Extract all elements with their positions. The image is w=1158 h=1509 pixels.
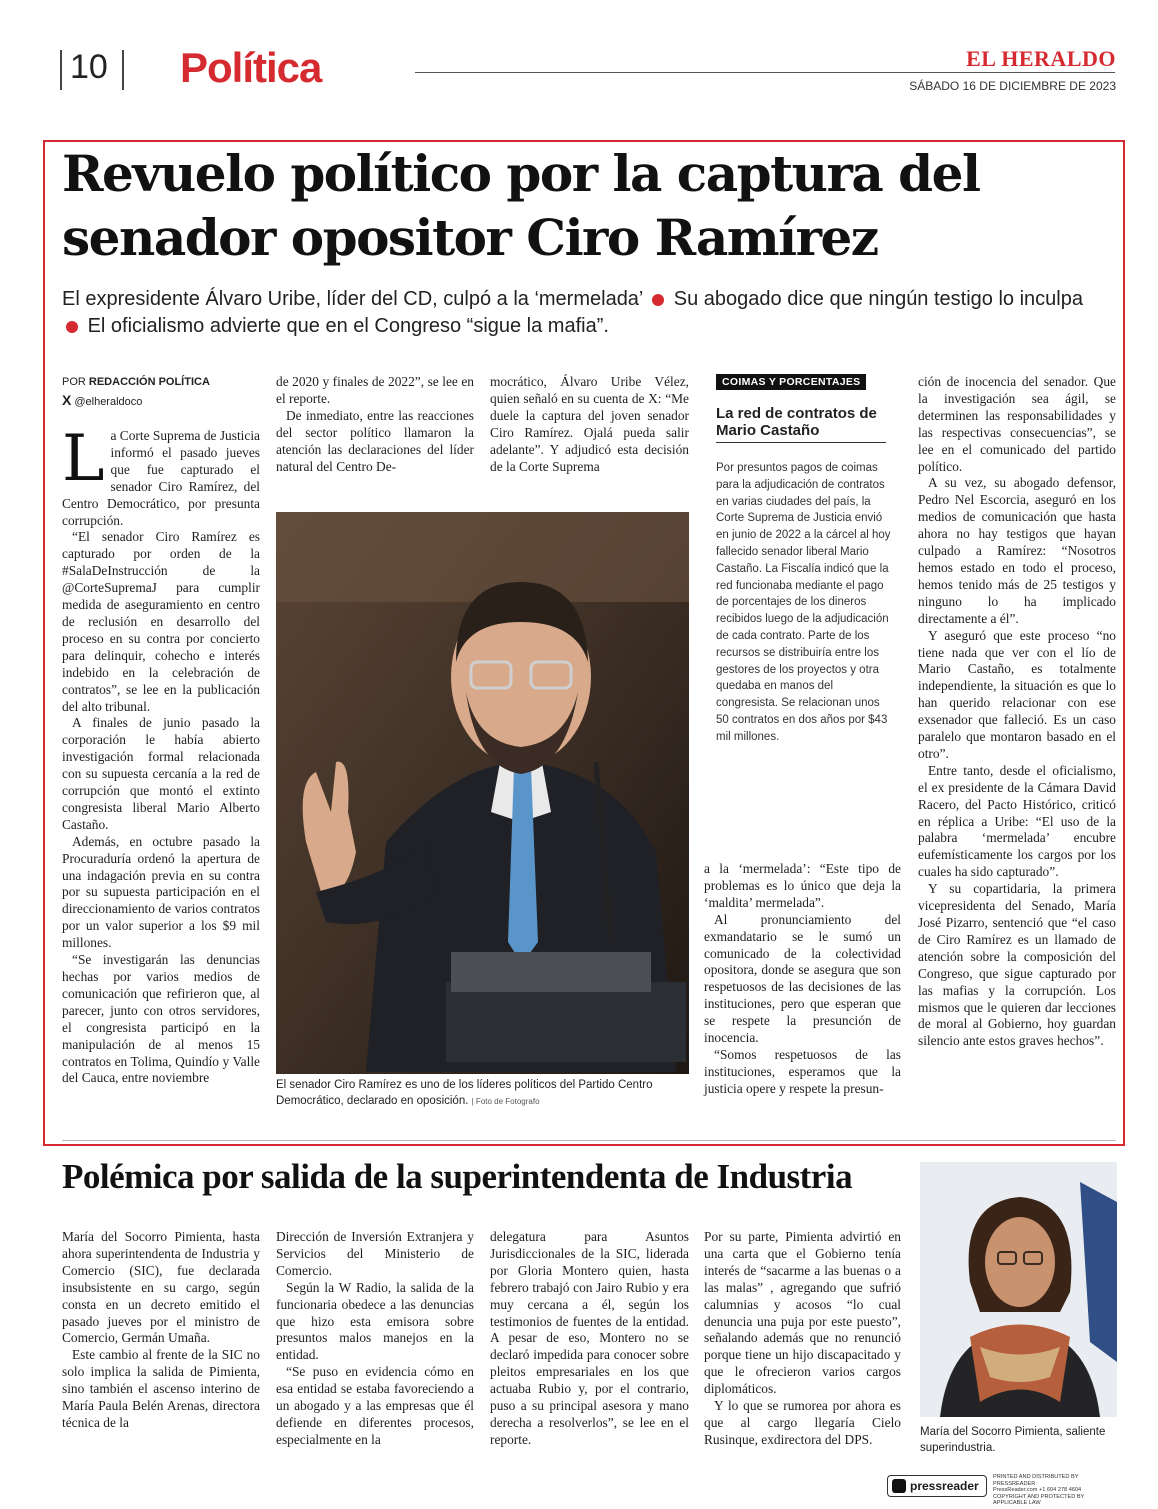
paragraph: a la ‘mermelada’: “Este tipo de problemas es lo único que deja la ‘maldita’ mermelada”. — [704, 861, 901, 910]
main-headline: Revuelo político por la captura del senador opositor Ciro Ramírez — [62, 144, 980, 267]
pressreader-logo: pressreader — [887, 1475, 987, 1497]
pressreader-icon — [892, 1479, 906, 1493]
main-dek — [62, 286, 1102, 340]
paragraph: Y aseguró que este proceso “no tiene nada que ver con el lío de Mario Castaño, es totalmente independiente, la situación es que lo han querido relacionar con ese exsenador que falleció. Es un caso paralelo que montaron basado en el otro”. — [918, 627, 1116, 761]
paragraph: de 2020 y finales de 2022”, se lee en el reporte. — [276, 374, 474, 406]
masthead-logo: EL HERALDO — [966, 46, 1116, 71]
paragraph: Y lo que se rumorea por ahora es que al cargo llegaría Cielo Rusinque, exdirectora del DPS. — [704, 1398, 901, 1447]
second-photo — [920, 1162, 1117, 1417]
header-rule — [415, 72, 1115, 73]
dek-part-2: Su abogado dice que ningún testigo lo inculpa — [673, 288, 1083, 310]
section-title: Política — [180, 44, 322, 91]
article-column-4 — [918, 374, 1116, 1050]
dek-part-3: El oficialismo advierte que en el Congreso “sigue la mafia”. — [87, 315, 609, 337]
social-handle — [62, 392, 142, 408]
paragraph: delegatura para Asuntos Jurisdiccionales de la SIC, liderada por Gloria Montero quien, hasta febrero trabajó con Jairo Rubio y era muy cercana a él, según los testimonios de fuentes de la entidad. A pesar de eso, Montero no se declaró impedida para conocer sobre pleitos empresariales en los que actuaba Rubio y, por el contrario, puso a su principal asesora y mano derecha a resolverlos”, se lee en el reporte. — [490, 1229, 689, 1447]
paragraph: “Se investigarán las denuncias hechas por varios medios de comunicación que refirieron que, al parecer, junto con otros servidores, el congresista participó en la manipulación de al menos 15 contratos en Tolima, Quindío y Valle del Cauca, entre noviembre — [62, 952, 260, 1086]
second-article-column-1 — [62, 1229, 260, 1432]
paragraph: “Somos respetuosos de las instituciones, esperamos que la justicia opere y respete la presun- — [704, 1046, 901, 1096]
second-article-column-3 — [490, 1229, 689, 1449]
page-number-divider-left — [60, 50, 62, 90]
paragraph: Según la W Radio, la salida de la funcionaria obedece a las denuncias que hizo esta emisora sobre presuntos malos manejos en la entidad. — [276, 1279, 474, 1363]
photo-caption: El senador Ciro Ramírez es uno de los líderes políticos del Partido Centro Democrático, declarado en oposición. | Foto de Fotografo — [276, 1079, 653, 1107]
paragraph: Este cambio al frente de la SIC no solo implica la salida de Pimienta, sino también el ascenso interino de María Paula Belén Arenas, directora técnica de la — [62, 1347, 260, 1430]
pressreader-notice: PRINTED AND DISTRIBUTED BY PRESSREADER PressReader.com +1 604 278 4604 COPYRIGHT AND PROTECTED BY APPLICABLE LAW — [993, 1474, 1085, 1507]
byline-prefix: POR — [62, 376, 86, 388]
bullet-dot-icon — [66, 321, 78, 333]
paragraph: ción de inocencia del senador. Que la investigación sea ágil, se determinen las responsabilidades y las respectivas consecuencias”, se lee en el comunicado del partido político. — [918, 374, 1116, 474]
paragraph: A finales de junio pasado la corporación le había abierto investigación formal relacionada con su supuesta cercanía a la red de corrupción que montó el extinto congresista liberal Mario Alberto Castaño. — [62, 715, 260, 832]
sidebar-title: La red de contratos de Mario Castaño — [716, 405, 886, 443]
paragraph: Al pronunciamiento del exmandatario se le sumó un comunicado de la colectividad opositora, donde se asegura que son respetuosos de las decisiones de las instituciones, pero que esperan que se respete la presunción de inocencia. — [704, 911, 901, 1046]
byline-author: REDACCIÓN POLÍTICA — [88, 376, 210, 388]
paragraph: Además, en octubre pasado la Procuraduría ordenó la apertura de una indagación previa en su contra por su supuesta participación en el direccionamiento de varios contratos por un valor superior a los $9 mil millones. — [62, 833, 260, 951]
paragraph: Dirección de Inversión Extranjera y Servicios del Ministerio de Comercio. — [276, 1229, 474, 1278]
paragraph: A su vez, su abogado defensor, Pedro Nel Escorcia, aseguró en los medios de comunicación que hasta ahora no hay testigos que hayan culpado a Ramírez: “Nosotros hemos estado en todo el proceso, hemos tenido más de 25 testigos y ninguno lo ha implicado directamente a él”. — [918, 475, 1116, 626]
section-divider — [62, 1140, 1116, 1141]
paragraph: María del Socorro Pimienta, hasta ahora superintendenta de Industria y Comercio (SIC), fue declarada insubsistente en su cargo, según consta en un decreto emitido el pasado jueves por el ministro de Comercio, Germán Umaña. — [62, 1229, 260, 1346]
photo-credit: | Foto de Fotografo — [471, 1097, 540, 1106]
dek-part-1: El expresidente Álvaro Uribe, líder del CD, culpó a la ‘mermelada’ — [62, 288, 643, 310]
second-article-column-2 — [276, 1229, 474, 1449]
paragraph: La Corte Suprema de Justicia informó el pasado jueves que fue capturado el senador Ciro Ramírez, del Centro Democrático, por presunta corrupción. — [62, 422, 260, 528]
paragraph: “Se puso en evidencia cómo en esa entidad se estaba favoreciendo a un abogado y a las empresas que él defiende en diferentes procesos, especialmente en la — [276, 1364, 474, 1447]
paragraph: “El senador Ciro Ramírez es capturado por orden de la #SalaDeInstrucción de la @CorteSupremaJ para cumplir medida de aseguramiento en centro de reclusión en desarrollo del proceso en su contra por concierto para delinquir, cohecho e interés indebido en la celebración de contratos”, se lee en la publicación del alto tribunal. — [62, 529, 260, 714]
page-number-divider-right — [122, 50, 124, 90]
byline — [62, 376, 210, 388]
paragraph: Y su copartidaria, la primera vicepresidenta del Senado, María José Pizarro, sentenció que “el caso de Ciro Ramírez es un llamado de atención sobre la composición del Congreso, que sigue capturado por las mafias y la corrupción. Los mismos que le quieren dar lecciones de moral al Gobierno, hoy guardan silencio ante estos graves hechos”. — [918, 881, 1116, 1049]
main-photo — [276, 512, 689, 1074]
article-column-3 — [490, 374, 689, 475]
paragraph: Entre tanto, desde el oficialismo, el ex presidente de la Cámara David Racero, del Pacto Histórico, criticó en réplica a Uribe: “El uso de la palabra ‘mermelada’ encubre eufemísticamente los cargos por los cuales ha sido capturado”. — [918, 762, 1116, 880]
paragraph: mocrático, Álvaro Uribe Vélez, quien señaló en su cuenta de X: “Me duele la captura del joven senador Ciro Ramírez. Ojalá pueda salir adelante”. Y adjudicó esta decisión de la Corte Suprema — [490, 374, 689, 474]
sidebar-kicker: COIMAS Y PORCENTAJES — [716, 374, 866, 390]
drop-cap: L — [62, 422, 105, 496]
second-photo-caption: María del Socorro Pimienta, saliente superindustria. — [920, 1426, 1106, 1454]
article-column-2 — [276, 374, 474, 475]
page-number: 10 — [70, 48, 108, 86]
issue-date: SÁBADO 16 DE DICIEMBRE DE 2023 — [909, 79, 1116, 93]
article-column-3-lower — [704, 861, 901, 1098]
article-column-1 — [62, 422, 260, 1087]
sidebar-body: Por presuntos pagos de coimas para la adjudicación de contratos en varias ciudades del país, la Corte Suprema de Justicia envió en junio de 2022 a la cárcel al hoy fallecido senador liberal Mario Castaño. La Fiscalía indicó que la red funcionaba mediante el pago de porcentajes de los dineros recibidos luego de la adjudicación de cada contrato. Parte de los recursos se distribuiría entre los gestores de los proyectos y otra quedaba en manos del congresista. Se relacionan unos 50 contratos en dos años por $43 mil millones. — [716, 462, 891, 743]
bullet-dot-icon — [652, 294, 664, 306]
handle-text: @elheraldoco — [74, 396, 143, 408]
second-article-column-4 — [704, 1229, 901, 1449]
x-logo-icon: X — [62, 392, 72, 408]
paragraph: Por su parte, Pimienta advirtió en una carta que el Gobierno tenía interés de “sacarme a las buenas o a las malas” , agregando que sufrió calumnias y acosos “lo cual denuncia una puja por este puesto”, señalando además que no renunció porque tiene un hijo discapacitado y que le ofrecieron varios cargos diplomáticos. — [704, 1229, 901, 1397]
paragraph: De inmediato, entre las reacciones del sector político llamaron la atención las declaraciones del líder natural del Centro De- — [276, 407, 474, 474]
second-headline: Polémica por salida de la superintendenta de Industria — [62, 1157, 853, 1196]
